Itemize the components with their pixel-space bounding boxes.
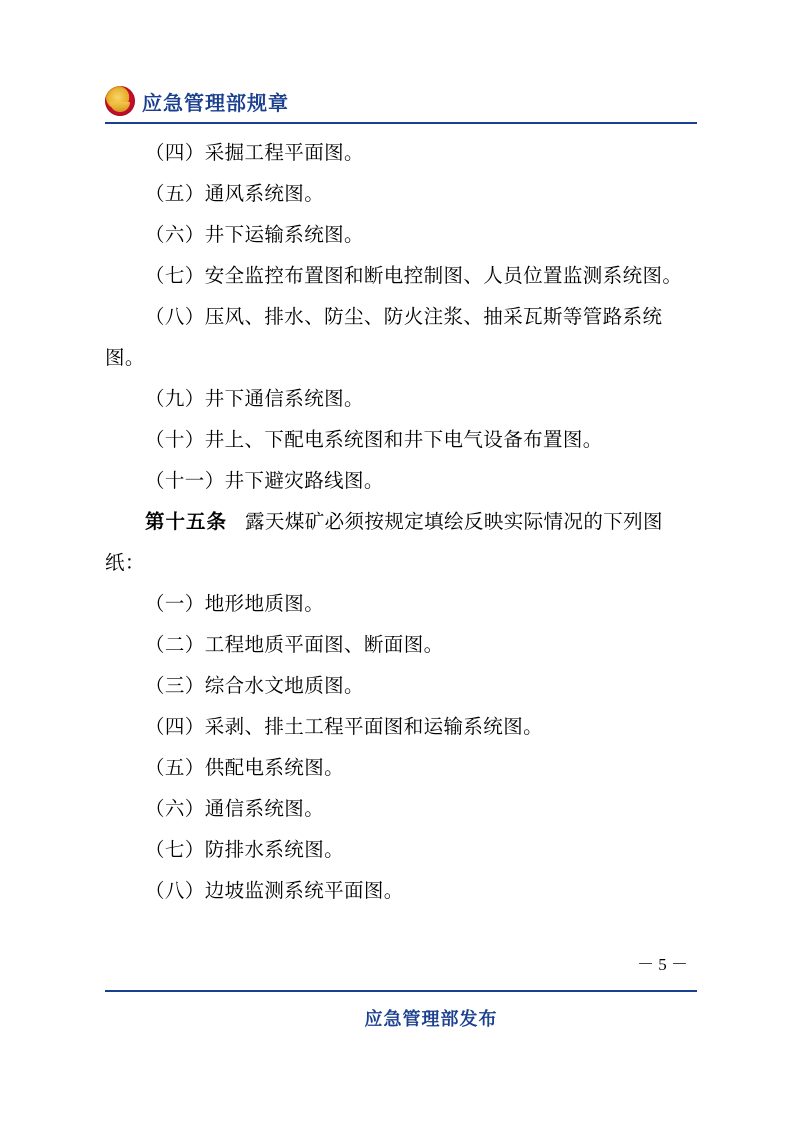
document-body — [105, 133, 697, 912]
article-text: 露天煤矿必须按规定填绘反映实际情况的下列图纸： — [105, 512, 663, 574]
article-label: 第十五条 — [145, 512, 228, 533]
list-item: （六）通信系统图。 — [145, 799, 325, 820]
list-item: （八）边坡监测系统平面图。 — [145, 881, 404, 902]
list-item: （七）防排水系统图。 — [145, 840, 345, 861]
page-header — [105, 82, 697, 120]
list-item: （一）地形地质图。 — [145, 594, 325, 615]
list-item: （二）工程地质平面图、断面图。 — [145, 635, 444, 656]
list-item: （十一）井下避灾路线图。 — [145, 471, 384, 492]
list-item: （九）井下通信系统图。 — [145, 389, 364, 410]
list-item: （七）安全监控布置图和断电控制图、人员位置监测系统图。 — [145, 266, 683, 287]
footer-divider — [105, 990, 697, 992]
footer-publisher — [105, 1005, 697, 1031]
list-item: （五）供配电系统图。 — [145, 758, 345, 779]
list-item: （四）采剥、排土工程平面图和运输系统图。 — [145, 717, 544, 738]
list-item: （三）综合水文地质图。 — [145, 676, 364, 697]
national-emblem-icon — [105, 86, 135, 116]
list-item: （八）压风、排水、防尘、防火注浆、抽采瓦斯等管路系统图。 — [105, 307, 663, 369]
article-paragraph — [105, 502, 697, 584]
list-item: （六）井下运输系统图。 — [145, 225, 364, 246]
page-number: － 5 － — [637, 955, 688, 974]
header-divider — [105, 122, 697, 124]
header-title: 应急管理部规章 — [142, 90, 289, 115]
list-item: （十）井上、下配电系统图和井下电气设备布置图。 — [145, 430, 603, 451]
list-item: （四）采掘工程平面图。 — [145, 143, 364, 164]
footer-publisher-label: 应急管理部发布 — [364, 1009, 498, 1030]
list-item: （五）通风系统图。 — [145, 184, 325, 205]
